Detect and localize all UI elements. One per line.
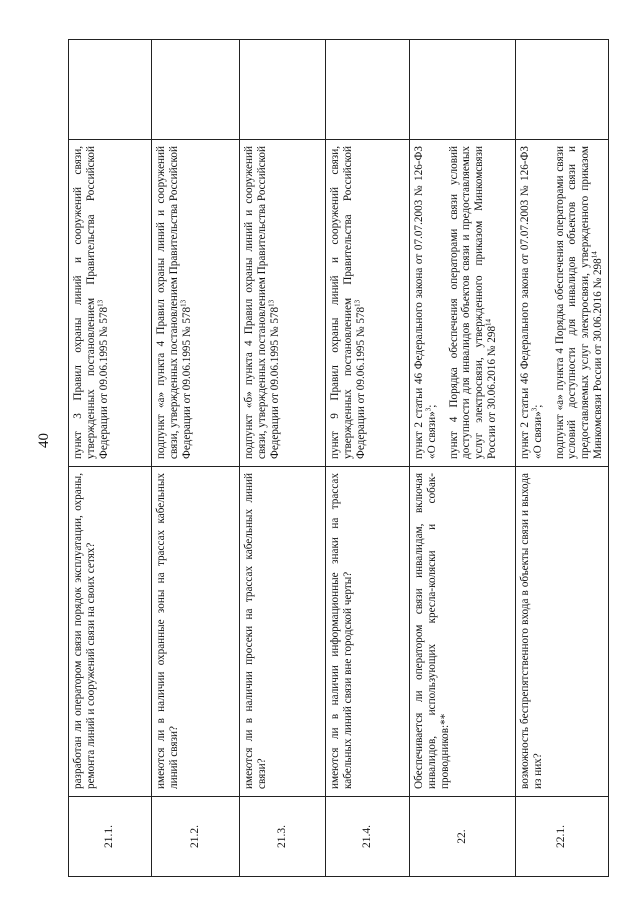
table-row [326, 40, 410, 877]
footnote-marker: 3 [424, 407, 433, 412]
legal-reference [448, 146, 499, 459]
rotated-table-container [68, 40, 604, 877]
footnote-marker: 13 [95, 299, 104, 307]
legal-reference [413, 146, 439, 459]
question-cell: разработан ли оператором связи порядок эксплуатации, охраны, ремонта линий и сооружений связи на своих сетях? [69, 467, 152, 797]
table-row [516, 40, 609, 877]
reference-text: подпункт «а» пункта 4 Порядка обеспечения операторами связи условий доступности для инвалидов объектов связи и предоставляемых услуг электросвязи, утвержденного приказом Минкомсвязи России от 30.06.2016 № 298 [553, 146, 604, 459]
table-row [69, 40, 152, 877]
footnote-marker: 13 [352, 299, 361, 307]
reference-text: пункт 9 Правил охраны линий и сооружений связи, утвержденных постановлением Правительства Российской Федерации от 09.06.1995 № 578 [329, 146, 367, 459]
reference-text: пункт 4 Порядка обеспечения операторами связи условий доступности для инвалидов объектов связи и предоставляемых услуг электросвязи, утвержденного приказом Минкомсвязи России от 30.06.2016 № 298 [447, 146, 498, 459]
row-number: 22. [410, 797, 516, 877]
table-row [410, 40, 516, 877]
legal-reference-cell [69, 140, 152, 467]
footnote-marker: 13 [266, 299, 275, 307]
empty-cell [240, 40, 326, 140]
reference-punctuation: ; [531, 404, 544, 408]
footnote-marker: 3 [530, 407, 539, 412]
legal-reference [243, 146, 281, 459]
legal-reference-cell [410, 140, 516, 467]
reference-text: пункт 3 Правил охраны линий и сооружений связи, утвержденных постановлением Правительства Российской Федерации от 09.06.1995 № 578 [72, 146, 110, 459]
reference-text: подпункт «б» пункта 4 Правил охраны линий и сооружений связи, утвержденных постановлением Правительства Российской Федерации от 09.06.1995 № 578 [243, 145, 281, 459]
legal-reference [554, 146, 605, 459]
footnote-marker: 13 [178, 299, 187, 307]
footnote-marker: 14 [590, 251, 599, 259]
row-number: 21.1. [69, 797, 152, 877]
legal-reference [72, 146, 110, 459]
question-cell: Обеспечивается ли оператором связи инвалидам, включая инвалидов, использующих кресла-коляски и собак-проводников:** [410, 467, 516, 797]
empty-cell [410, 40, 516, 140]
legal-reference [519, 146, 545, 459]
question-cell: возможность беспрепятственного входа в объекты связи и выхода из них? [516, 467, 609, 797]
legal-reference [329, 146, 367, 459]
empty-cell [326, 40, 410, 140]
table-row [240, 40, 326, 877]
empty-cell [516, 40, 609, 140]
page-number: 40 [36, 433, 52, 448]
empty-cell [69, 40, 152, 140]
empty-cell [152, 40, 240, 140]
reference-punctuation: ; [425, 404, 438, 408]
table-row [152, 40, 240, 877]
row-number: 21.2. [152, 797, 240, 877]
reference-text: подпункт «а» пункта 4 Правил охраны линий и сооружений связи, утвержденных постановлением Правительства Российской Федерации от 09.06.1995 № 578 [155, 145, 193, 459]
footnote-marker: 14 [484, 318, 493, 326]
legal-reference-cell [152, 140, 240, 467]
reference-text: пункт 2 статьи 46 Федерального закона от 07.07.2003 № 126-ФЗ «О связи» [519, 146, 544, 459]
legal-reference [155, 146, 193, 459]
row-number: 21.4. [326, 797, 410, 877]
legal-reference-cell [326, 140, 410, 467]
checklist-table [68, 39, 609, 877]
row-number: 21.3. [240, 797, 326, 877]
legal-reference-cell [240, 140, 326, 467]
question-cell: имеются ли в наличии информационные знаки на трассах кабельных линий связи вне городской черты? [326, 467, 410, 797]
question-cell: имеются ли в наличии просеки на трассах кабельных линий связи? [240, 467, 326, 797]
question-cell: имеются ли в наличии охранные зоны на трассах кабельных линий связи? [152, 467, 240, 797]
reference-text: пункт 2 статьи 46 Федерального закона от 07.07.2003 № 126-ФЗ «О связи» [413, 146, 438, 459]
legal-reference-cell [516, 140, 609, 467]
row-number: 22.1. [516, 797, 609, 877]
